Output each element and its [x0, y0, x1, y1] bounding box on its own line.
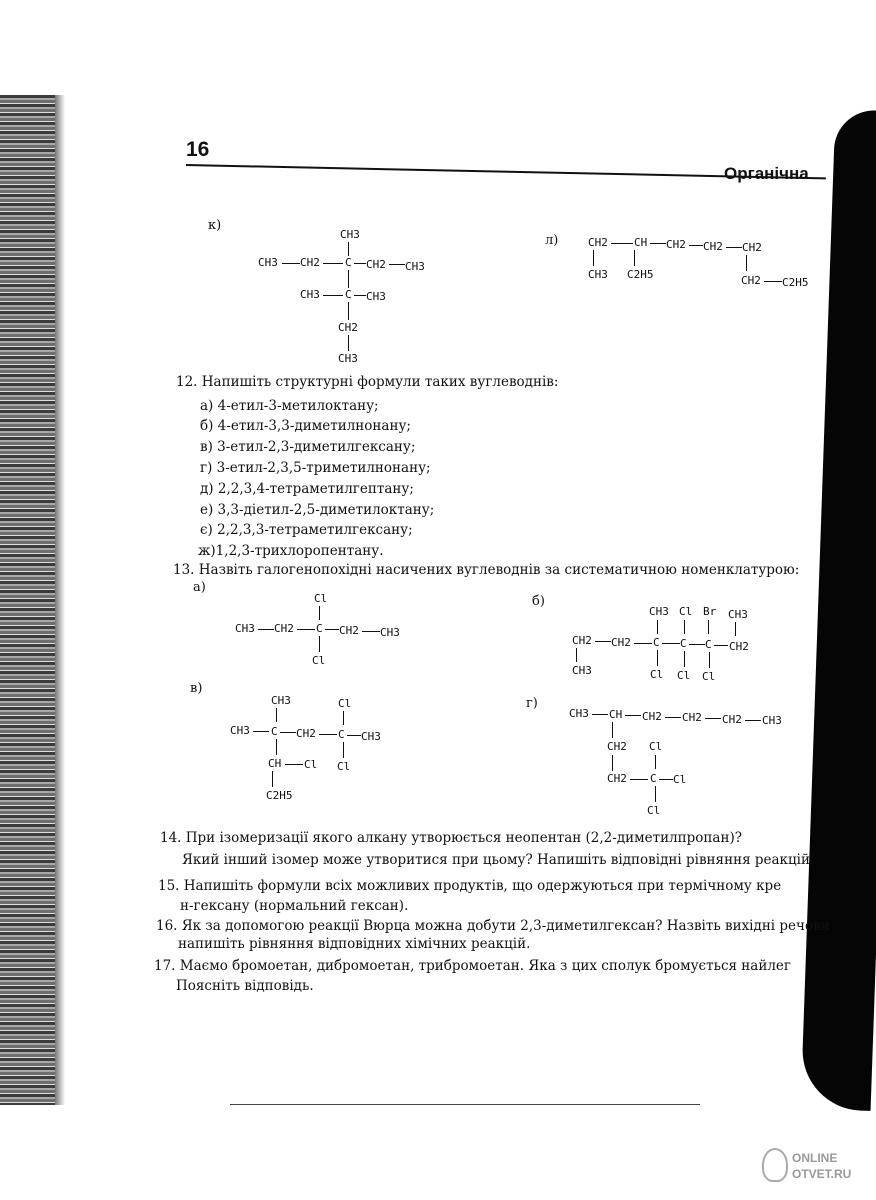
page-bottom-rule: [230, 1104, 700, 1105]
bond: [611, 243, 633, 244]
bond: [576, 648, 577, 662]
bond: [323, 295, 343, 296]
bond: [354, 263, 366, 264]
structure-k-main-2: C: [345, 256, 352, 269]
bond: [323, 263, 343, 264]
q13-v-main-0: CH3: [230, 724, 250, 737]
q13-a-bottom-cl: Cl: [312, 654, 326, 667]
bond: [659, 779, 673, 780]
structure-l-label: л): [545, 233, 559, 248]
q13-a-top-cl: Cl: [314, 592, 328, 605]
q13-b-top-1: Cl: [679, 605, 693, 618]
bond: [655, 755, 656, 769]
q13-g-main-3: CH2: [682, 711, 702, 724]
lightbulb-icon: [762, 1148, 788, 1182]
q13-g-ch2a: CH2: [607, 740, 627, 753]
question-14-line2: Який інший ізомер може утворитися при цьому? Напишіть відповідні рівняння реакцій.: [182, 852, 815, 868]
q13-v-top-1: Cl: [338, 697, 352, 710]
bond: [319, 734, 337, 735]
q12-item: г) 3-етил-2,3,5-триметилнонану;: [200, 460, 431, 476]
bond: [650, 243, 666, 244]
bond: [634, 643, 652, 644]
q13-g-main-1: CH: [609, 708, 623, 721]
q13-v-main-2: CH2: [296, 727, 316, 740]
bond: [714, 645, 728, 646]
structure-l-main-0: CH2: [588, 236, 608, 249]
bond: [735, 622, 736, 636]
q13-g-cl-right: Cl: [673, 773, 687, 786]
q13-b-bottom-0: Cl: [650, 668, 664, 681]
structure-k-mid-2: CH3: [366, 290, 386, 303]
q13-a-main-3: CH2: [339, 624, 359, 637]
q13-v-ch-cl: Cl: [304, 758, 318, 771]
bond: [592, 714, 608, 715]
page-edge: [55, 95, 65, 1105]
q12-item: а) 4-етил-3-метилоктану;: [200, 398, 379, 414]
bond: [689, 245, 703, 246]
watermark-line2: OTVET.RU: [792, 1167, 852, 1181]
scan-shadow: [801, 109, 876, 1111]
structure-l-main-2: CH2: [666, 238, 686, 251]
q12-item: б) 4-етил-3,3-диметилнонану;: [200, 418, 411, 434]
bond: [612, 755, 613, 771]
bond: [662, 643, 680, 644]
structure-k-bottom-ch3: CH3: [338, 352, 358, 365]
q12-item: ж)1,2,3-трихлоропентану.: [198, 543, 384, 559]
page-number: 16: [186, 138, 210, 161]
q13-v-label: в): [190, 681, 203, 696]
q13-b-top-2: Br: [703, 605, 717, 618]
q13-b-bottom-1: Cl: [677, 669, 691, 682]
bond: [689, 644, 705, 645]
q13-v-main-3: C: [338, 728, 345, 741]
q13-b-label: б): [532, 594, 545, 609]
question-16-line1: 16. Як за допомогою реакції Вюрца можна добути 2,3-диметилгексан? Назвіть вихідні речови: [156, 918, 830, 934]
q13-b-bottom-2: Cl: [702, 670, 716, 683]
q13-v-ch: CH: [268, 757, 282, 770]
q13-b-top-0: CH3: [649, 605, 669, 618]
q13-v-c2h5: C2H5: [266, 789, 293, 802]
bond: [389, 264, 405, 265]
q13-g-c: C: [650, 772, 657, 785]
bond: [657, 650, 658, 666]
bond: [684, 620, 685, 634]
structure-k-main-4: CH3: [405, 260, 425, 273]
structure-l-sub3: CH2: [741, 274, 761, 287]
structure-k-mid-0: CH3: [300, 288, 320, 301]
q13-a-main-2: C: [316, 622, 323, 635]
q13-v-main-1: C: [271, 725, 278, 738]
bond: [362, 631, 380, 632]
question-17-line1: 17. Маємо бромоетан, дибромоетан, трибромоетан. Яка з цих сполук бромується найлег: [154, 958, 791, 974]
structure-k-main-3: CH2: [366, 258, 386, 271]
q13-g-ch2b: CH2: [607, 772, 627, 785]
bond: [282, 263, 300, 264]
structure-k-main-1: CH2: [300, 256, 320, 269]
book-binding-shadow: [0, 95, 62, 1105]
structure-k-main-0: CH3: [258, 256, 278, 269]
bond: [280, 732, 296, 733]
q13-b-main-0: CH2: [572, 634, 592, 647]
bond: [657, 620, 658, 634]
q13-a-label: а): [193, 580, 206, 595]
bond: [319, 636, 320, 652]
bond: [745, 720, 761, 721]
q13-b-main-5: CH2: [729, 640, 749, 653]
bond: [325, 629, 339, 630]
bond: [726, 247, 742, 248]
bond: [593, 250, 594, 266]
bond: [272, 771, 273, 787]
q13-g-main-4: CH2: [722, 713, 742, 726]
structure-l-sub1: CH3: [588, 268, 608, 281]
q13-g-main-5: CH3: [762, 714, 782, 727]
bond: [625, 715, 641, 716]
bond: [347, 735, 361, 736]
q13-a-main-0: CH3: [235, 622, 255, 635]
structure-k-mid-1: C: [345, 288, 352, 301]
q13-title: 13. Назвіть галогенопохідні насичених вуглеводнів за систематичною номенклатурою:: [173, 562, 800, 578]
bond: [595, 641, 611, 642]
bond: [684, 651, 685, 667]
q13-v-main-4: CH3: [361, 730, 381, 743]
structure-k-ch2: CH2: [338, 321, 358, 334]
bond: [764, 281, 782, 282]
question-15-line2: н-гексану (нормальний гексан).: [180, 898, 409, 914]
q13-b-main-1: CH2: [611, 636, 631, 649]
q13-b-main-2: C: [653, 636, 660, 649]
structure-l-sub3b: C2H5: [782, 276, 809, 289]
structure-k-label: к): [208, 218, 222, 233]
bond: [343, 742, 344, 758]
question-14-line1: 14. При ізомеризації якого алкану утворюється неопентан (2,2-диметилпропан)?: [160, 830, 742, 846]
bond: [348, 242, 349, 256]
bond: [348, 270, 349, 288]
structure-l-main-1: CH: [634, 236, 648, 249]
bond: [348, 302, 349, 320]
bond: [709, 652, 710, 668]
bond: [634, 250, 635, 266]
q13-v-bottom-cl: Cl: [337, 760, 351, 773]
question-15-line1: 15. Напишіть формули всіх можливих продуктів, що одержуються при термічному кре: [158, 878, 782, 894]
bond: [276, 739, 277, 755]
bond: [276, 708, 277, 722]
q13-b-left-down: CH3: [572, 664, 592, 677]
bond: [348, 335, 349, 351]
watermark: [792, 1150, 851, 1182]
bond: [746, 255, 747, 271]
q13-g-cl-top: Cl: [649, 740, 663, 753]
bond: [665, 717, 681, 718]
question-16-line2: напишіть рівняння відповідних хімічних реакцій.: [178, 936, 531, 952]
watermark-line1: ONLINE: [792, 1151, 838, 1165]
q12-item: е) 3,3-діетил-2,5-диметилоктану;: [200, 502, 435, 518]
bond: [285, 764, 303, 765]
structure-l-main-3: CH2: [703, 240, 723, 253]
bond: [705, 718, 721, 719]
q13-a-main-1: CH2: [274, 622, 294, 635]
running-title: Органічна: [724, 164, 809, 183]
q12-item: д) 2,2,3,4-тетраметилгептану;: [200, 481, 414, 497]
bond: [253, 731, 269, 732]
question-17-line2: Поясніть відповідь.: [176, 978, 314, 994]
bond: [612, 722, 613, 738]
q13-g-main-2: CH2: [642, 710, 662, 723]
bond: [258, 629, 274, 630]
bond: [297, 629, 315, 630]
q13-g-main-0: CH3: [569, 707, 589, 720]
bond: [319, 606, 320, 620]
q13-g-cl-bottom: Cl: [647, 804, 661, 817]
bond: [343, 711, 344, 725]
q12-item: в) 3-етил-2,3-диметилгексану;: [200, 439, 416, 455]
bond: [630, 779, 648, 780]
bond: [655, 786, 656, 802]
q13-b-main-4: C: [705, 638, 712, 651]
q13-g-label: г): [526, 696, 538, 711]
q12-title: 12. Напишіть структурні формули таких вуглеводнів:: [176, 374, 559, 390]
bond: [354, 295, 366, 296]
q13-a-main-4: CH3: [380, 626, 400, 639]
structure-k-top-ch3: CH3: [340, 228, 360, 241]
q13-v-top-0: CH3: [271, 694, 291, 707]
bond: [708, 620, 709, 634]
structure-l-sub2: C2H5: [627, 268, 654, 281]
q12-item: є) 2,2,3,3-тетраметилгексану;: [200, 522, 413, 538]
q13-b-top-3: CH3: [728, 608, 748, 621]
structure-l-main-4: CH2: [742, 241, 762, 254]
q13-b-main-3: C: [680, 637, 687, 650]
